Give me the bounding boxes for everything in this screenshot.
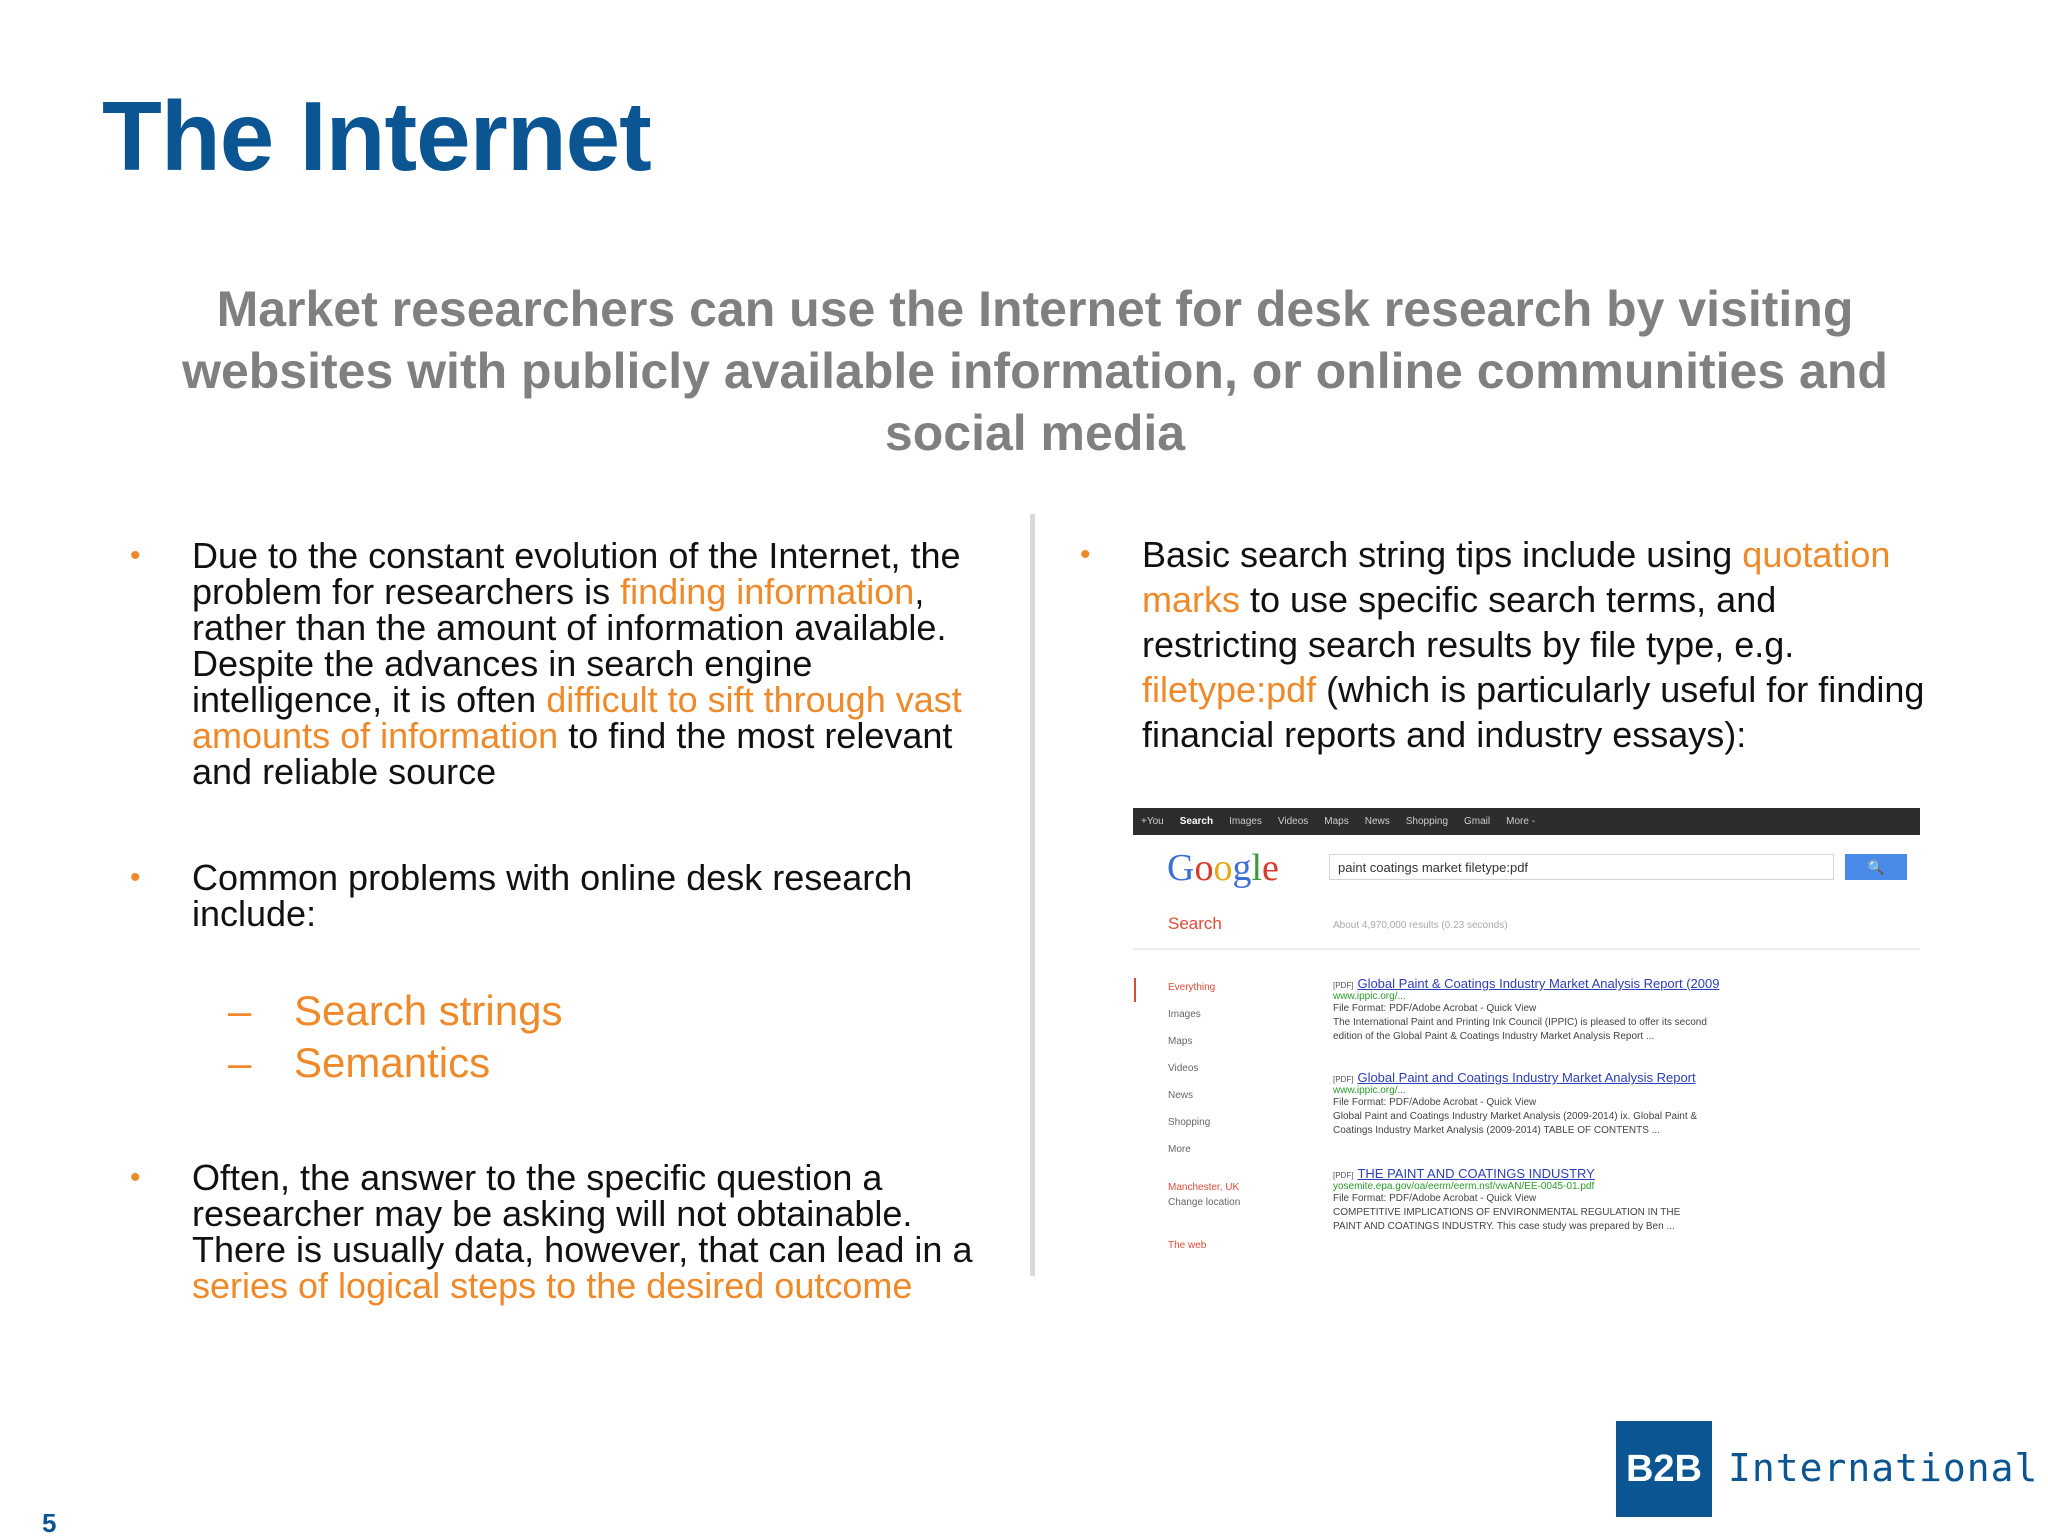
topbar-item[interactable]: News (1364, 816, 1390, 827)
google-screenshot (1133, 808, 1920, 1270)
list-item-label: Semantics (294, 1039, 491, 1086)
active-marker (1134, 978, 1136, 1002)
result-snippet: Coatings Industry Market Analysis (2009-2014) TABLE OF CONTENTS ... (1333, 1125, 1660, 1136)
google-search-input[interactable]: paint coatings market filetype:pdf (1329, 854, 1834, 880)
result-snippet: edition of the Global Paint & Coatings Industry Market Analysis Report ... (1333, 1031, 1655, 1042)
topbar-item[interactable]: More - (1506, 816, 1536, 827)
bullet-icon: • (1080, 538, 1091, 571)
highlight: difficult to sift through vast amounts of information (192, 679, 962, 756)
divider (1133, 948, 1920, 950)
problems-list (228, 985, 562, 1089)
bullet-icon: • (130, 861, 141, 894)
column-divider (1030, 514, 1035, 1276)
google-sidebar (1168, 974, 1215, 1163)
sidebar-item-videos[interactable]: Videos (1168, 1063, 1199, 1074)
list-item (228, 985, 562, 1037)
b2b-logo-mark: B2B (1616, 1421, 1712, 1517)
right-bullet-1 (1080, 532, 1942, 757)
result-title[interactable]: [PDF] Global Paint and Coatings Industry Market Analysis Report (1333, 1070, 1696, 1085)
location-block (1168, 1180, 1240, 1210)
result-title[interactable]: [PDF] THE PAINT AND COATINGS INDUSTRY (1333, 1166, 1595, 1181)
left-bullet-3 (130, 1157, 1012, 1306)
highlight: filetype:pdf (1142, 669, 1317, 710)
result-snippet: Global Paint and Coatings Industry Market Analysis (2009-2014) ix. Global Paint & (1333, 1111, 1698, 1122)
page-number: 5 (42, 1508, 57, 1538)
file-format: [PDF] (1333, 1075, 1354, 1084)
sidebar-item-more[interactable]: More (1168, 1144, 1191, 1155)
search-result (1333, 1166, 1903, 1234)
text: (which is particularly useful for finding financial reports and industry essays): (1142, 669, 1925, 755)
text: Common problems with online desk research include: (192, 857, 913, 934)
result-snippet: PAINT AND COATINGS INDUSTRY. This case study was prepared by Ben ... (1333, 1221, 1675, 1232)
sidebar-item-shopping[interactable]: Shopping (1168, 1117, 1211, 1128)
page-title: The Internet (102, 81, 651, 191)
left-bullet-1 (130, 535, 1012, 792)
sidebar-item-news[interactable]: News (1168, 1090, 1194, 1101)
text: Often, the answer to the specific question a researcher may be asking will not obtainable. There is usually data, however, that can lead in a (192, 1157, 973, 1270)
result-url: www.ippic.org/... (1333, 1085, 1406, 1096)
highlight: series of logical steps to the desired outcome (192, 1265, 913, 1306)
topbar-item[interactable]: +You (1141, 816, 1164, 827)
topbar-item[interactable]: Images (1229, 816, 1262, 827)
location: Manchester, UK (1168, 1182, 1240, 1193)
result-url: www.ippic.org/... (1333, 991, 1406, 1002)
result-format: File Format: PDF/Adobe Acrobat - Quick View (1333, 1097, 1537, 1108)
search-label: Search (1168, 914, 1222, 933)
result-stats: About 4,970,000 results (0.23 seconds) (1333, 920, 1508, 931)
sidebar-item-everything[interactable]: Everything (1168, 982, 1216, 993)
file-format: [PDF] (1333, 981, 1354, 990)
google-search-button[interactable] (1845, 854, 1907, 880)
highlight: finding information (620, 571, 915, 612)
list-item-label: Search strings (294, 987, 563, 1034)
result-snippet: COMPETITIVE IMPLICATIONS OF ENVIRONMENTAL REGULATION IN THE (1333, 1207, 1681, 1218)
change-location-link[interactable]: Change location (1168, 1197, 1241, 1208)
topbar-item[interactable]: Maps (1324, 816, 1349, 827)
topbar-item[interactable]: Shopping (1405, 816, 1449, 827)
search-result (1333, 1070, 1903, 1138)
google-logo: Google (1167, 847, 1279, 889)
search-icon: 🔍 (1867, 859, 1885, 875)
highlight: quotation marks (1142, 534, 1891, 620)
result-title[interactable]: [PDF] Global Paint & Coatings Industry Market Analysis Report (2009 (1333, 976, 1720, 991)
text: Basic search string tips include using (1142, 534, 1743, 575)
sidebar-item-images[interactable]: Images (1168, 1009, 1201, 1020)
text: , rather than the amount of information available. Despite the advances in search engine intelligence, it is often (192, 571, 947, 720)
list-item (228, 1037, 562, 1089)
subtitle: Market researchers can use the Internet for desk research by visiting websites with publicly available information, or online communities and social media (182, 281, 1888, 461)
result-url: yosemite.epa.gov/oa/eerm/eerm.nsf/vwAN/EE-0045-01.pdf (1333, 1181, 1595, 1192)
search-result (1333, 976, 1903, 1044)
result-snippet: The International Paint and Printing Ink Council (IPPIC) is pleased to offer its second (1333, 1017, 1707, 1028)
topbar-item[interactable]: Search (1179, 816, 1214, 827)
left-bullet-2 (130, 857, 1012, 934)
topbar-item[interactable]: Gmail (1464, 816, 1491, 827)
file-format: [PDF] (1333, 1171, 1354, 1180)
sidebar-item-maps[interactable]: Maps (1168, 1036, 1193, 1047)
topbar-item[interactable]: Videos (1277, 816, 1309, 827)
google-topbar (1133, 808, 1920, 835)
dash-icon: – (228, 1039, 252, 1086)
bullet-icon: • (130, 1161, 141, 1194)
b2b-logo-text: International (1728, 1446, 2039, 1490)
bullet-icon: • (130, 539, 141, 572)
dash-icon: – (228, 987, 252, 1034)
the-web-link[interactable]: The web (1168, 1240, 1207, 1251)
text: Due to the constant evolution of the Internet, the problem for researchers is (192, 535, 961, 612)
text: to use specific search terms, and restricting search results by file type, e.g. (1142, 579, 1795, 665)
text: to find the most relevant and reliable source (192, 715, 953, 792)
result-format: File Format: PDF/Adobe Acrobat - Quick View (1333, 1193, 1537, 1204)
result-format: File Format: PDF/Adobe Acrobat - Quick View (1333, 1003, 1537, 1014)
